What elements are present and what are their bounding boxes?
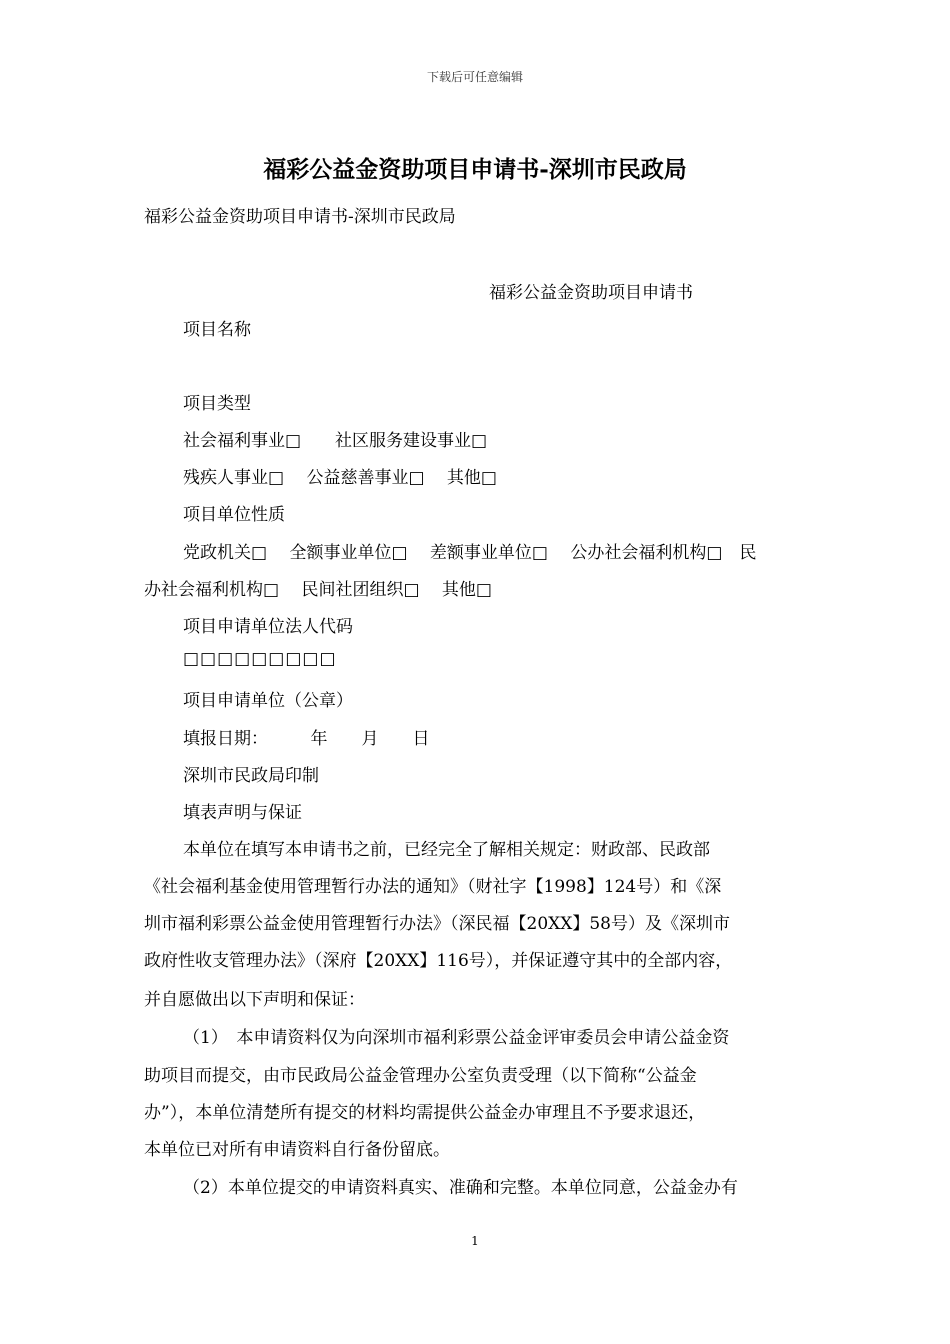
project-type-options-row1: 社会福利事业□ 社区服务建设事业□ [183, 431, 488, 451]
paragraph-line: （2）本单位提交的申请资料真实、准确和完整。本单位同意，公益金办有 [183, 1178, 738, 1198]
cover-heading: 福彩公益金资助项目申请书 [489, 283, 693, 303]
paragraph-line: （1） 本申请资料仅为向深圳市福利彩票公益金评审委员会申请公益金资 [183, 1028, 730, 1048]
paragraph-line: 办”），本单位清楚所有提交的材料均需提供公益金办审理且不予要求退还， [144, 1103, 706, 1123]
paragraph-line: 助项目而提交，由市民政局公益金管理办公室负责受理（以下简称“公益金 [144, 1066, 697, 1086]
paragraph-line: 《社会福利基金使用管理暂行办法的通知》（财社字【1998】124号）和《深 [144, 877, 722, 897]
document-subtitle: 福彩公益金资助项目申请书-深圳市民政局 [144, 207, 456, 227]
document-title: 福彩公益金资助项目申请书-深圳市民政局 [263, 156, 687, 183]
project-type-options-row2: 残疾人事业□ 公益慈善事业□ 其他□ [183, 468, 497, 488]
project-name-label: 项目名称 [183, 320, 251, 340]
declaration-heading: 填表声明与保证 [183, 803, 302, 823]
unit-nature-label: 项目单位性质 [183, 505, 285, 525]
header-note: 下载后可任意编辑 [426, 70, 523, 84]
page-number: 1 [471, 1234, 479, 1248]
applicant-seal-label: 项目申请单位（公章） [183, 691, 353, 711]
paragraph-line: 本单位已对所有申请资料自行备份留底。 [144, 1140, 450, 1160]
legal-code-label: 项目申请单位法人代码 [183, 617, 353, 637]
project-type-label: 项目类型 [183, 394, 251, 414]
unit-nature-options-row2: 办社会福利机构□ 民间社团组织□ 其他□ [144, 580, 492, 600]
paragraph-line: 政府性收支管理办法》（深府【20XX】116号），并保证遵守其中的全部内容， [144, 951, 733, 971]
fill-date-label: 填报日期： 年 月 日 [183, 729, 430, 749]
paragraph-line: 圳市福利彩票公益金使用管理暂行办法》（深民福【20XX】58号）及《深圳市 [144, 914, 730, 934]
unit-nature-options-row1: 党政机关□ 全额事业单位□ 差额事业单位□ 公办社会福利机构□ 民 [183, 543, 757, 563]
paragraph-line: 本单位在填写本申请书之前，已经完全了解相关规定：财政部、民政部 [183, 840, 710, 860]
printed-by-label: 深圳市民政局印制 [183, 766, 319, 786]
legal-code-boxes: □□□□□□□□□ [183, 649, 337, 669]
paragraph-line: 并自愿做出以下声明和保证： [144, 990, 365, 1010]
